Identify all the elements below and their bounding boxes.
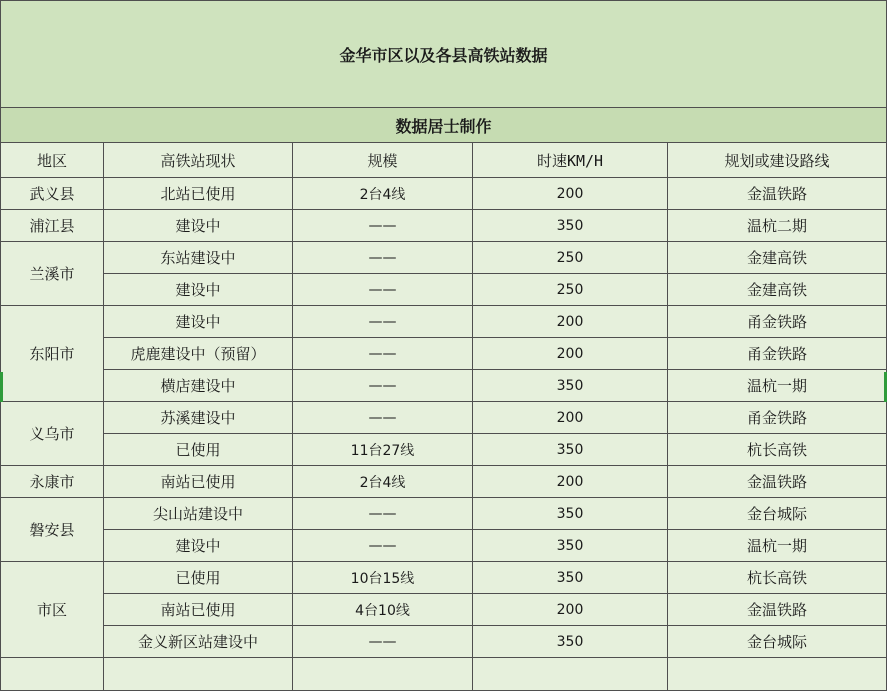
region-cell[interactable]: 义乌市 xyxy=(1,402,104,466)
status-cell[interactable]: 建设中 xyxy=(104,210,293,242)
scale-cell[interactable]: 2台4线 xyxy=(293,178,473,210)
route-cell[interactable]: 杭长高铁 xyxy=(668,434,887,466)
scale-cell[interactable]: —— xyxy=(293,274,473,306)
empty-cell[interactable] xyxy=(668,658,887,691)
speed-cell[interactable]: 200 xyxy=(473,466,668,498)
header-region[interactable]: 地区 xyxy=(1,143,104,178)
empty-cell[interactable] xyxy=(473,658,668,691)
region-cell[interactable]: 市区 xyxy=(1,562,104,658)
scale-cell[interactable]: —— xyxy=(293,210,473,242)
scale-cell[interactable]: 4台10线 xyxy=(293,594,473,626)
route-cell[interactable]: 金建高铁 xyxy=(668,274,887,306)
route-cell[interactable]: 温杭二期 xyxy=(668,210,887,242)
status-cell[interactable]: 已使用 xyxy=(104,434,293,466)
region-cell[interactable]: 浦江县 xyxy=(1,210,104,242)
route-cell[interactable]: 金温铁路 xyxy=(668,594,887,626)
status-cell[interactable]: 建设中 xyxy=(104,306,293,338)
route-cell[interactable]: 甬金铁路 xyxy=(668,338,887,370)
status-cell[interactable]: 已使用 xyxy=(104,562,293,594)
route-cell[interactable]: 金温铁路 xyxy=(668,178,887,210)
header-scale[interactable]: 规模 xyxy=(293,143,473,178)
region-cell[interactable]: 武义县 xyxy=(1,178,104,210)
scale-cell[interactable]: 11台27线 xyxy=(293,434,473,466)
speed-cell[interactable]: 350 xyxy=(473,434,668,466)
route-cell[interactable]: 甬金铁路 xyxy=(668,402,887,434)
route-cell[interactable]: 甬金铁路 xyxy=(668,306,887,338)
scale-cell[interactable]: —— xyxy=(293,626,473,658)
table-row xyxy=(1,306,887,338)
speed-cell[interactable]: 200 xyxy=(473,594,668,626)
speed-cell[interactable]: 250 xyxy=(473,274,668,306)
empty-row xyxy=(1,658,887,691)
table-row xyxy=(1,370,887,402)
header-route[interactable]: 规划或建设路线 xyxy=(668,143,887,178)
scale-cell[interactable]: —— xyxy=(293,530,473,562)
status-cell[interactable]: 北站已使用 xyxy=(104,178,293,210)
status-cell[interactable]: 东站建设中 xyxy=(104,242,293,274)
speed-cell[interactable]: 250 xyxy=(473,242,668,274)
table-row xyxy=(1,338,887,370)
route-cell[interactable]: 金台城际 xyxy=(668,498,887,530)
speed-cell[interactable]: 350 xyxy=(473,210,668,242)
status-cell[interactable]: 苏溪建设中 xyxy=(104,402,293,434)
status-cell[interactable]: 南站已使用 xyxy=(104,466,293,498)
scale-cell[interactable]: —— xyxy=(293,498,473,530)
route-cell[interactable]: 温杭一期 xyxy=(668,530,887,562)
table-row xyxy=(1,242,887,274)
scale-cell[interactable]: —— xyxy=(293,338,473,370)
title-row xyxy=(1,1,887,108)
scale-cell[interactable]: —— xyxy=(293,306,473,338)
table-row xyxy=(1,626,887,658)
status-cell[interactable]: 横店建设中 xyxy=(104,370,293,402)
empty-cell[interactable] xyxy=(1,658,104,691)
region-cell[interactable]: 兰溪市 xyxy=(1,242,104,306)
table-row xyxy=(1,562,887,594)
speed-cell[interactable]: 350 xyxy=(473,562,668,594)
table-row xyxy=(1,498,887,530)
speed-cell[interactable]: 350 xyxy=(473,530,668,562)
region-cell[interactable]: 磐安县 xyxy=(1,498,104,562)
route-cell[interactable]: 温杭一期 xyxy=(668,370,887,402)
table-row xyxy=(1,274,887,306)
region-cell[interactable]: 永康市 xyxy=(1,466,104,498)
sheet-subtitle[interactable]: 数据居士制作 xyxy=(1,108,887,143)
status-cell[interactable]: 金义新区站建设中 xyxy=(104,626,293,658)
row-selection-marker-left xyxy=(0,372,3,402)
speed-cell[interactable]: 200 xyxy=(473,178,668,210)
speed-cell[interactable]: 200 xyxy=(473,402,668,434)
speed-cell[interactable]: 350 xyxy=(473,498,668,530)
route-cell[interactable]: 金建高铁 xyxy=(668,242,887,274)
header-row xyxy=(1,143,887,178)
status-cell[interactable]: 南站已使用 xyxy=(104,594,293,626)
speed-cell[interactable]: 200 xyxy=(473,338,668,370)
row-selection-marker-right xyxy=(884,372,887,402)
status-cell[interactable]: 尖山站建设中 xyxy=(104,498,293,530)
route-cell[interactable]: 杭长高铁 xyxy=(668,562,887,594)
status-cell[interactable]: 建设中 xyxy=(104,274,293,306)
table-row xyxy=(1,402,887,434)
sheet-title[interactable]: 金华市区以及各县高铁站数据 xyxy=(1,1,887,108)
table-row xyxy=(1,178,887,210)
status-cell[interactable]: 建设中 xyxy=(104,530,293,562)
scale-cell[interactable]: —— xyxy=(293,370,473,402)
header-status[interactable]: 高铁站现状 xyxy=(104,143,293,178)
speed-cell[interactable]: 350 xyxy=(473,370,668,402)
table-row xyxy=(1,594,887,626)
table-row xyxy=(1,530,887,562)
scale-cell[interactable]: 10台15线 xyxy=(293,562,473,594)
scale-cell[interactable]: —— xyxy=(293,402,473,434)
scale-cell[interactable]: 2台4线 xyxy=(293,466,473,498)
table-row xyxy=(1,210,887,242)
speed-cell[interactable]: 350 xyxy=(473,626,668,658)
route-cell[interactable]: 金温铁路 xyxy=(668,466,887,498)
empty-cell[interactable] xyxy=(293,658,473,691)
speed-cell[interactable]: 200 xyxy=(473,306,668,338)
region-cell[interactable]: 东阳市 xyxy=(1,306,104,402)
empty-cell[interactable] xyxy=(104,658,293,691)
table-row xyxy=(1,466,887,498)
header-speed[interactable]: 时速KM/H xyxy=(473,143,668,178)
scale-cell[interactable]: —— xyxy=(293,242,473,274)
status-cell[interactable]: 虎鹿建设中（预留） xyxy=(104,338,293,370)
subtitle-row xyxy=(1,108,887,143)
route-cell[interactable]: 金台城际 xyxy=(668,626,887,658)
table-row xyxy=(1,434,887,466)
